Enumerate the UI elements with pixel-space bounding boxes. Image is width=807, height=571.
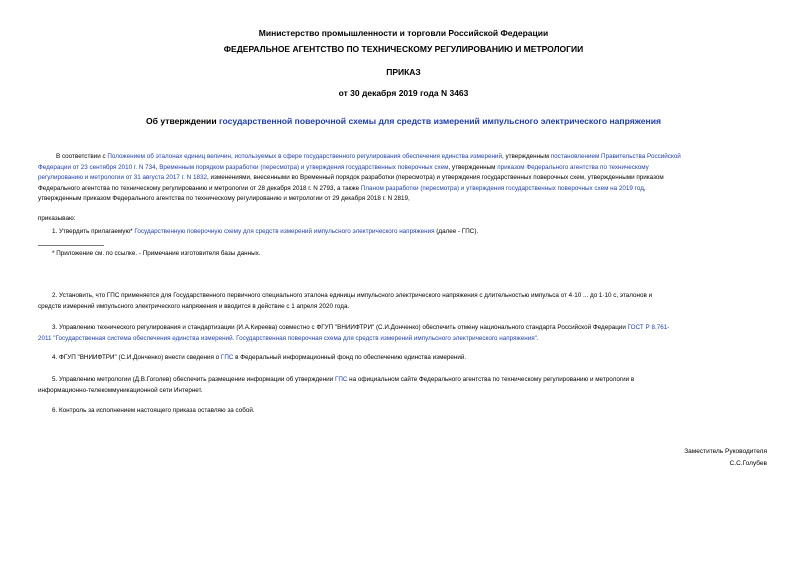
item-5-text: 5. Управлению метрологии (Д.В.Гоголев) обеспечить размещение информации об утверждении — [52, 376, 335, 383]
agency-order-link[interactable]: регулированию и метрологии от 31 августа 2017 г. N 1832 — [38, 174, 207, 181]
intro-text: , изменениями, внесенными во Временный порядок разработки (пересмотра) и утверждения государственных поверочных схем, утвержденными приказом — [207, 174, 664, 181]
agency-name: ФЕДЕРАЛЬНОЕ АГЕНТСТВО ПО ТЕХНИЧЕСКОМУ РЕГУЛИРОВАНИЮ И МЕТРОЛОГИИ — [223, 44, 584, 54]
intro-line-4 — [38, 184, 770, 195]
title-link[interactable]: государственной поверочной схемы для средств измерений импульсного электрического напряжения — [219, 116, 662, 126]
item-3-text: 3. Управлению технического регулирования и стандартизации (И.А.Киреева) совместно с ФГУП "ВНИИФТРИ" (С.И.Донченко) обеспечить отмену национального стандарта Российской Федерации — [52, 324, 628, 331]
item-3-line-2 — [38, 334, 770, 345]
item-1-text: 1. Утвердить прилагаемую* — [52, 228, 135, 235]
gost-link[interactable]: ГОСТ Р 8.761- — [627, 324, 670, 331]
intro-text: В соответствии с — [56, 153, 108, 160]
order-word: приказываю: — [38, 215, 76, 222]
ministry-name: Министерство промышленности и торговли Российской Федерации — [258, 28, 549, 38]
temporary-procedure-link[interactable]: Временным порядком разработки (пересмотра) и утверждения государственных поверочных схем — [159, 163, 449, 171]
document-title — [0, 116, 807, 127]
intro-line-2 — [38, 163, 770, 174]
intro-text: , — [155, 163, 160, 171]
item-3-line-1 — [38, 323, 770, 334]
title-prefix: Об утверждении — [145, 116, 220, 126]
document-type: ПРИКАЗ — [386, 67, 421, 77]
intro-text: , утвержденным — [501, 153, 551, 160]
signatory-position: Заместитель Руководителя — [684, 448, 767, 455]
agency-order-link[interactable]: приказом Федерального агентства по техническому — [497, 163, 649, 171]
government-decree-link[interactable]: постановлением Правительства Российской — [550, 153, 681, 160]
item-2 — [38, 291, 770, 312]
item-1-line — [52, 227, 770, 238]
footnote-separator — [38, 245, 104, 246]
item-4-text: в Федеральный информационный фонд по обеспечению единства измерений. — [233, 354, 467, 361]
government-decree-link[interactable]: Федерации от 23 сентября 2010 г. N 734 — [38, 163, 156, 171]
gost-link[interactable]: 2011 "Государственная система обеспечения единства измерений. Государственная поверочная схема для средств измерений импульсного электрического напряжения" — [38, 334, 537, 342]
intro-line-3 — [38, 173, 770, 184]
item-3 — [38, 323, 770, 344]
item-5-line-1 — [38, 375, 770, 386]
gps-link[interactable]: ГПС — [334, 376, 348, 383]
gps-link[interactable]: ГПС — [220, 354, 234, 361]
item-4-line — [52, 353, 770, 364]
footnote: * Приложение см. по ссылке. - Примечание изготовителя базы данных. — [52, 250, 261, 257]
item-1 — [52, 227, 770, 238]
signatory-name: С.С.Голубев — [729, 460, 767, 467]
item-2-line-2: средств измерений импульсного электрического напряжения и вводится в действие с 1 апреля 2020 года. — [38, 302, 350, 310]
item-2-line-1: 2. Установить, что ГПС применяется для Государственного первичного специального эталона единицы импульсного электрического напряжения с длительностью импульса от 4·10 ... до 1·10 с, эталонов и — [52, 292, 653, 299]
intro-text: , утвержденным — [448, 163, 498, 171]
item-3-text: . — [536, 334, 539, 342]
intro-line-5 — [38, 194, 770, 205]
intro-paragraph — [38, 152, 770, 205]
intro-text: утвержденным приказом Федерального агентства по техническому регулированию и метрологии от 29 декабря 2018 г. N 2819 — [38, 195, 408, 202]
document-date: от 30 декабря 2019 года N 3463 — [338, 88, 469, 98]
item-1-text: (далее - ГПС). — [434, 228, 479, 235]
intro-line-1 — [38, 152, 770, 163]
verification-scheme-link[interactable]: Государственную поверочную схему для средств измерений импульсного электрического напряжения — [134, 228, 435, 235]
item-5-text: на официальном сайте Федерального агентства по техническому регулированию и метрологии в — [347, 376, 635, 383]
plan-link[interactable]: Планом разработки (пересмотра) и утверждения государственных поверочных схем на 2019 год — [360, 184, 644, 192]
intro-text: , — [407, 195, 410, 202]
item-4 — [52, 353, 770, 364]
intro-text: Федерального агентства по техническому регулированию и метрологии от 28 декабря 2018 г. N 2793 — [38, 184, 334, 192]
item-5 — [38, 375, 770, 396]
intro-text: , — [643, 184, 646, 192]
intro-text: , а также — [333, 184, 361, 192]
item-6: 6. Контроль за исполнением настоящего приказа оставляю за собой. — [52, 407, 255, 414]
regulation-link[interactable]: Положением об эталонах единиц величин, используемых в сфере государственного регулирования обеспечения единства измерений — [107, 153, 502, 160]
item-4-text: 4. ФГУП "ВНИИФТРИ" (С.И.Донченко) внести сведения о — [52, 354, 221, 361]
item-5-line-2: информационно-телекоммуникационной сети Интернет. — [38, 386, 203, 394]
